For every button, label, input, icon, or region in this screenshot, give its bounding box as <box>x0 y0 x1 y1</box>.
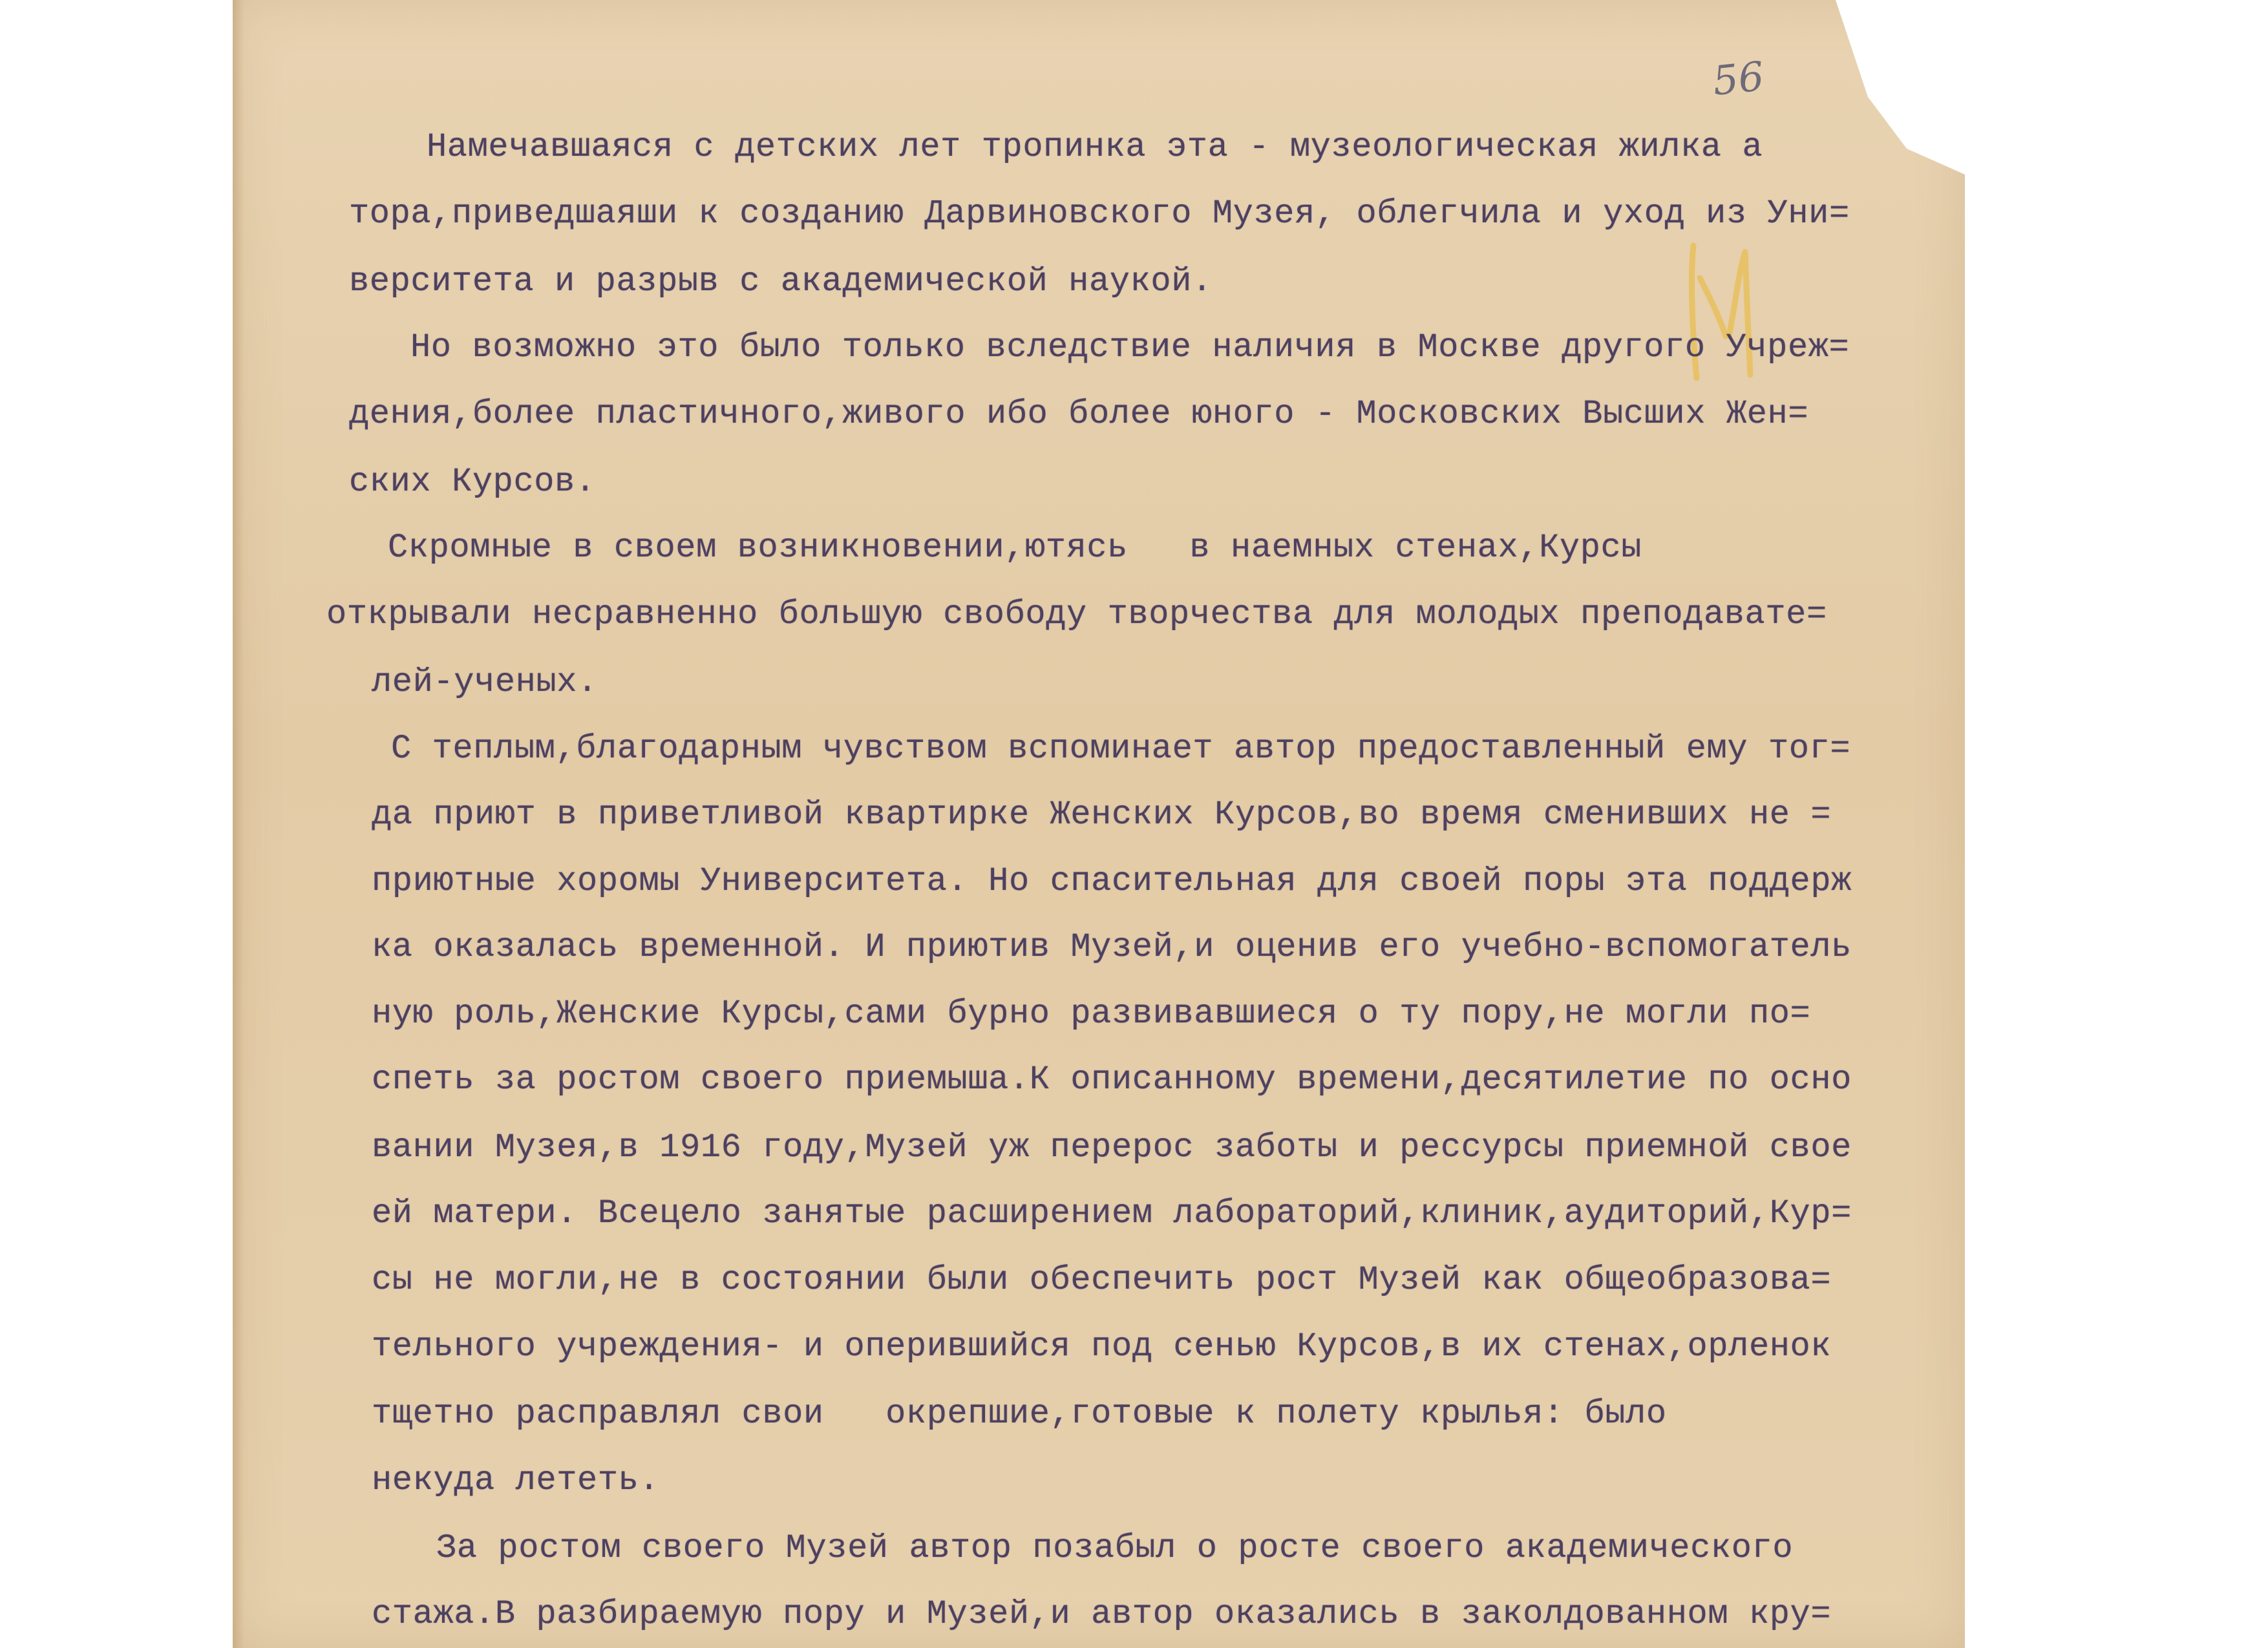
text-line: Скромные в своем возникновении,ютясь в наемных стенах,Курсы <box>388 529 1642 567</box>
text-line: некуда лететь. <box>372 1461 660 1499</box>
text-line: стажа.В разбираемую пору и Музей,и автор оказались в заколдованном кру= <box>372 1595 1832 1633</box>
page-number: 56 <box>1710 52 1766 105</box>
text-line: тора,приведшаяши к созданию Дарвиновского Музея, облегчила и уход из Уни= <box>349 195 1850 233</box>
text-line: тщетно расправлял свои окрепшие,готовые к полету крылья: было <box>372 1395 1667 1433</box>
text-line: ную роль,Женские Курсы,сами бурно развивавшиеся о ту пору,не могли по= <box>372 995 1811 1033</box>
text-line: приютные хоромы Университета. Но спасительная для своей поры эта поддерж <box>372 862 1852 900</box>
text-line: тельного учреждения- и оперившийся под сенью Курсов,в их стенах,орленок <box>372 1327 1832 1366</box>
text-line: ей матери. Всецело занятые расширением лабораторий,клиник,аудиторий,Кур= <box>372 1194 1852 1232</box>
text-line: За ростом своего Музей автор позабыл о росте своего академического <box>436 1529 1794 1567</box>
text-line: да приют в приветливой квартирке Женских Курсов,во время сменивших не = <box>372 796 1832 834</box>
text-line: вании Музея,в 1916 году,Музей уж перерос заботы и рессурсы приемной свое <box>372 1128 1852 1167</box>
text-line: спеть за ростом своего приемыша.К описанному времени,десятилетие по осно <box>372 1061 1852 1099</box>
text-line: лей-ученых. <box>372 663 598 701</box>
text-line: Но возможно это было только вследствие наличия в Москве другого Учреж= <box>410 328 1850 366</box>
text-line: ских Курсов. <box>349 463 596 501</box>
text-line: открывали несравненно большую свободу творчества для молодых преподавате= <box>326 595 1827 633</box>
text-line: С теплым,благодарным чувством вспоминает автор предоставленный ему тог= <box>391 730 1851 768</box>
text-line: сы не могли,не в состоянии были обеспечить рост Музей как общеобразова= <box>372 1261 1832 1299</box>
text-line: ка оказалась временной. И приютив Музей,и оценив его учебно-вспомогатель <box>372 928 1852 966</box>
text-line: дения,более пластичного,живого ибо более юного - Московских Высших Жен= <box>349 395 1809 433</box>
text-line: верситета и разрыв с академической наукой. <box>349 262 1213 301</box>
text-line: Намечавшаяся с детских лет тропинка эта - музеологическая жилка а <box>427 128 1763 166</box>
